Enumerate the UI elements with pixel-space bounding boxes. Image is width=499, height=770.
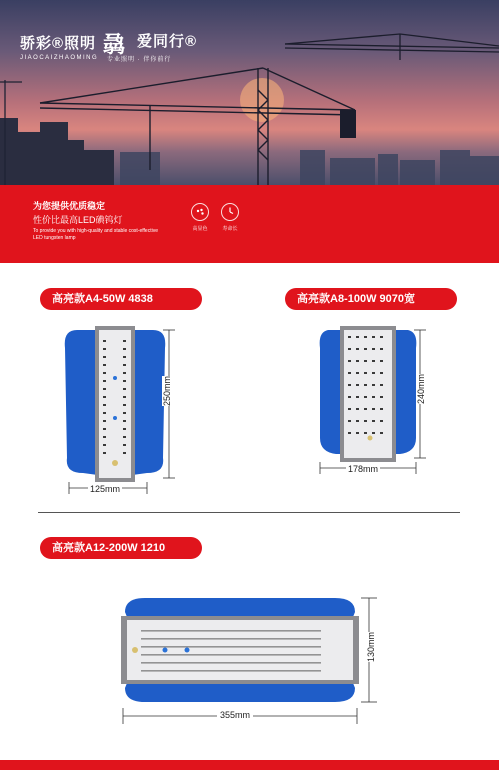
a8-height-label: 240mm <box>416 374 426 405</box>
brand-pinyin: JIAOCAIZHAOMING <box>20 55 99 61</box>
feature-label: 寿命长 <box>222 226 238 232</box>
a4-height-label: 250mm <box>162 376 172 407</box>
product-label-a4: 高亮款A4-50W 4838 <box>40 288 202 310</box>
brand-block <box>20 32 98 61</box>
product-image-a12 <box>115 590 405 740</box>
band-headline: 为您提供优质稳定 <box>33 201 106 211</box>
brand-seal-logo: 骉 <box>103 32 126 58</box>
partner-block <box>107 30 198 63</box>
band-english-text: To provide you with high-quality and stable cost-effective LED tungsten lamp <box>33 228 158 241</box>
a12-height-label: 130mm <box>366 632 376 663</box>
product-image-a4 <box>55 318 235 508</box>
product-label-a8: 高亮款A8-100W 9070宽 <box>285 288 457 310</box>
product-label-a12: 高亮款A12-200W 1210 <box>40 537 202 559</box>
a8-width-label: 178mm <box>348 464 379 474</box>
a12-width-label: 355mm <box>217 710 253 720</box>
brand-slogan: 专业照明 · 伴你前行 <box>107 57 172 63</box>
band-subheadline: 性价比最高LED碘钨灯 <box>33 215 123 225</box>
a4-width-label: 125mm <box>90 484 121 494</box>
section-divider <box>38 512 460 513</box>
footer-bar <box>0 760 499 770</box>
palette-icon <box>191 203 209 221</box>
partner-name: 爱同行® <box>137 33 198 50</box>
feature-label: 高显色 <box>192 226 208 232</box>
city-skyline-illustration <box>0 0 499 185</box>
product-image-a8 <box>310 318 450 488</box>
feature-long-life <box>214 203 246 232</box>
feature-high-cri <box>184 203 216 232</box>
hero-banner <box>0 0 499 185</box>
clock-icon <box>221 203 239 221</box>
feature-band <box>0 185 499 263</box>
brand-name: 骄彩®照明 <box>20 35 97 52</box>
